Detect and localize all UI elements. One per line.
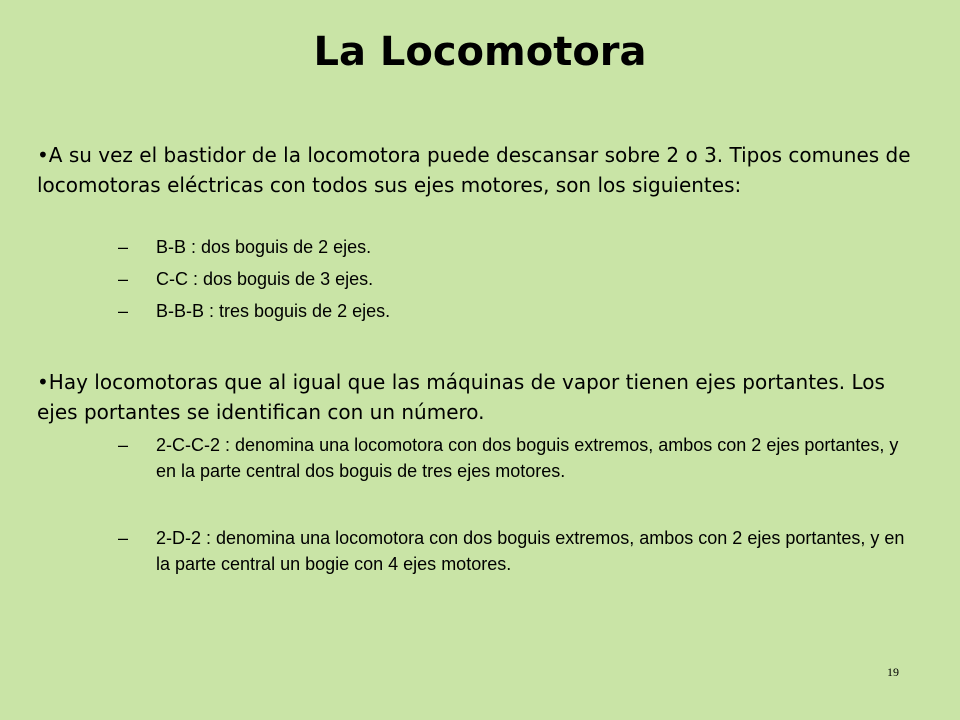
sub-item-text: B-B : dos boguis de 2 ejes. [156, 237, 372, 257]
sub-item [118, 525, 908, 577]
slide-title: La Locomotora [313, 29, 647, 75]
dash-marker: – [118, 301, 129, 321]
sub-item-text: C-C : dos boguis de 3 ejes. [156, 269, 374, 289]
bullet-point: •A su vez el bastidor de la locomotora puede descansar sobre 2 o 3. Tipos comunes de locomotoras eléctricas con todos sus ejes motores, son los siguientes: [37, 143, 911, 197]
dash-marker: – [118, 237, 129, 257]
sub-item [118, 266, 908, 292]
sub-item [118, 298, 908, 324]
page-number: 19 [887, 665, 899, 679]
sub-item-text: 2-C-C-2 : denomina una locomotora con dos boguis extremos, ambos con 2 ejes portantes, y en la parte central dos boguis de tres ejes motores. [156, 435, 899, 481]
bullet-point: •Hay locomotoras que al igual que las máquinas de vapor tienen ejes portantes. Los ejes portantes se identifican con un número. [37, 370, 885, 424]
sub-item [118, 234, 908, 260]
dash-marker: – [118, 528, 129, 548]
dash-marker: – [118, 269, 129, 289]
sub-item-text: 2-D-2 : denomina una locomotora con dos boguis extremos, ambos con 2 ejes portantes, y en la parte central un bogie con 4 ejes motores. [156, 528, 905, 574]
dash-marker: – [118, 435, 129, 455]
sub-item-text: B-B-B : tres boguis de 2 ejes. [156, 301, 391, 321]
sub-item [118, 432, 908, 484]
